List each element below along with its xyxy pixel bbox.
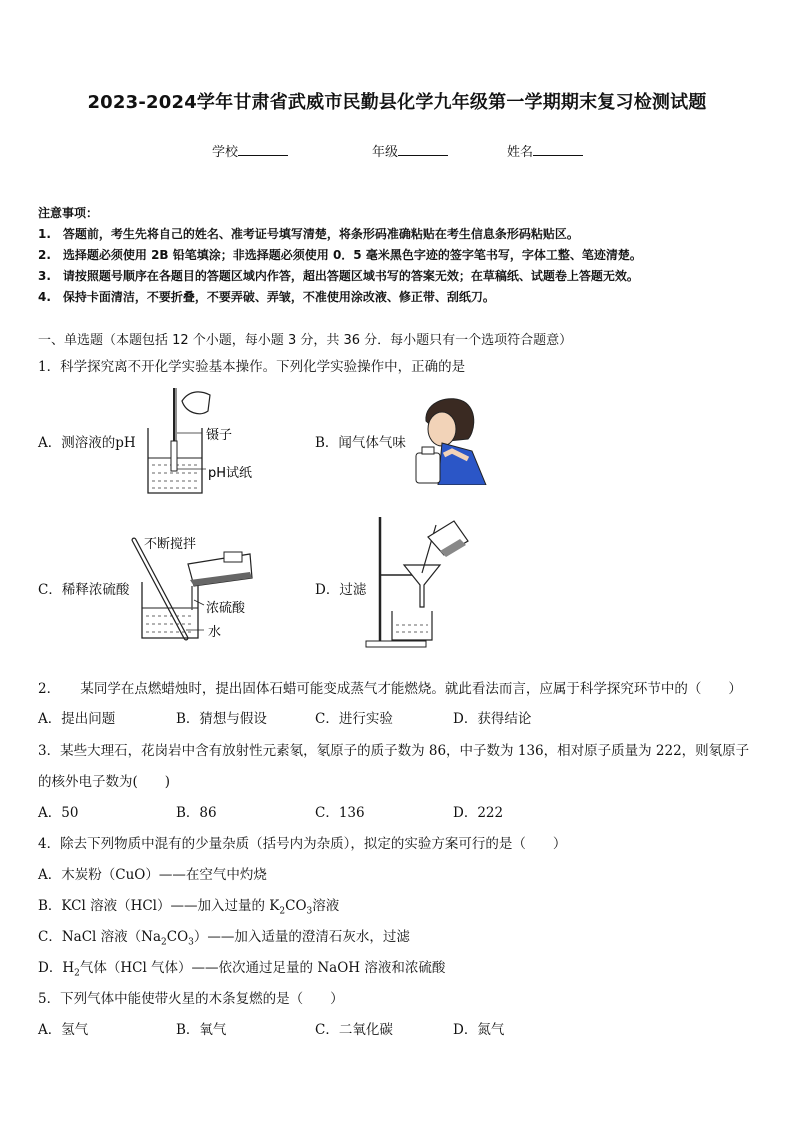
grade-blank[interactable] [398,143,448,156]
q5-stem: 5．下列气体中能使带火星的木条复燃的是（ ） [38,991,344,1007]
q5-option-d[interactable]: D．氮气 [453,1022,505,1038]
q2-option-c[interactable]: C．进行实验 [315,711,393,727]
figure-dilute-acid [130,530,260,645]
label-conc-acid: 浓硫酸 [206,601,246,616]
q2-stem: 2． 某同学在点燃蜡烛时，提出固体石蜡可能变成蒸气才能燃烧。就此看法而言，应属于科学探究环节中的（ ） [38,681,742,697]
note-item: 1. 答题前，考生先将自己的姓名、准考证号填写清楚，将条形码准确粘贴在考生信息条形码粘贴区。 [38,227,579,241]
label-water: 水 [208,625,222,640]
label-tweezers: 镊子 [206,428,233,443]
q3-option-b[interactable]: B．86 [176,805,217,821]
q3-option-a[interactable]: A．50 [38,805,79,821]
q1-stem: 1．科学探究离不开化学实验基本操作。下列化学实验操作中，正确的是 [38,359,466,375]
school-label: 学校 [212,145,239,160]
name-blank[interactable] [533,143,583,156]
figure-filtration [362,515,477,650]
q1-option-a[interactable]: A．测溶液的pH [38,435,136,451]
q2-option-b[interactable]: B．猜想与假设 [176,711,267,727]
page-title: 2023-2024学年甘肃省武威市民勤县化学九年级第一学期期末复习检测试题 [87,92,707,113]
label-stir: 不断搅拌 [144,537,197,552]
figure-ph-test [140,383,270,498]
q1-option-b[interactable]: B．闻气体气味 [315,435,406,451]
q4-stem: 4．除去下列物质中混有的少量杂质（括号内为杂质），拟定的实验方案可行的是（ ） [38,836,567,852]
q1-option-c[interactable]: C．稀释浓硫酸 [38,582,130,598]
q3-stem-cont: 的核外电子数为( ) [38,774,171,790]
section-heading: 一、单选题（本题包括 12 个小题，每小题 3 分，共 36 分．每小题只有一个选项符合题意） [38,333,573,348]
q4-option-c[interactable]: C．NaCl 溶液$(Na_2CO_3)——$加入适量的澄清石灰水，过滤 [38,929,410,948]
q3-option-c[interactable]: C．136 [315,805,365,821]
name-field [507,141,583,160]
label-ph-paper: pH试纸 [208,466,253,481]
q5-option-b[interactable]: B．氧气 [176,1022,227,1038]
q3-option-d[interactable]: D．222 [453,805,504,821]
grade-label: 年级 [372,145,399,160]
q5-option-a[interactable]: A．氢气 [38,1022,89,1038]
school-field [212,141,288,160]
q4-option-a[interactable]: A．木炭粉（CuO）——在空气中灼烧 [38,867,267,883]
note-item: 4. 保持卡面清洁，不要折叠，不要弄破、弄皱，不准使用涂改液、修正带、刮纸刀。 [38,290,495,304]
note-item: 3. 请按照题号顺序在各题目的答题区域内作答，超出答题区域书写的答案无效；在草稿纸、试题卷上答题无效。 [38,269,639,283]
q4-option-b[interactable]: B．KCl 溶液（HCl）——加入过量的 $K_2CO_3$溶液 [38,898,340,917]
q2-option-a[interactable]: A．提出问题 [38,711,116,727]
school-blank[interactable] [238,143,288,156]
q4-option-d[interactable]: D．$H_2$气体（HCl 气体）——依次通过足量的 NaOH 溶液和浓硫酸 [38,960,446,979]
grade-field [372,141,448,160]
name-label: 姓名 [507,145,534,160]
q1-option-d[interactable]: D．过滤 [315,582,367,598]
note-item: 2. 选择题必须使用 2B 铅笔填涂；非选择题必须使用 0．5 毫米黑色字迹的签字笔书写，字体工整、笔迹清楚。 [38,248,642,262]
q3-stem: 3．某些大理石，花岗岩中含有放射性元素氡，氡原子的质子数为 86，中子数为 136，相对原子质量为 222，则氡原子 [38,743,750,759]
figure-smell-gas [408,393,490,485]
notes-heading: 注意事项： [38,206,99,220]
q5-option-c[interactable]: C．二氧化碳 [315,1022,393,1038]
q2-option-d[interactable]: D．获得结论 [453,711,532,727]
